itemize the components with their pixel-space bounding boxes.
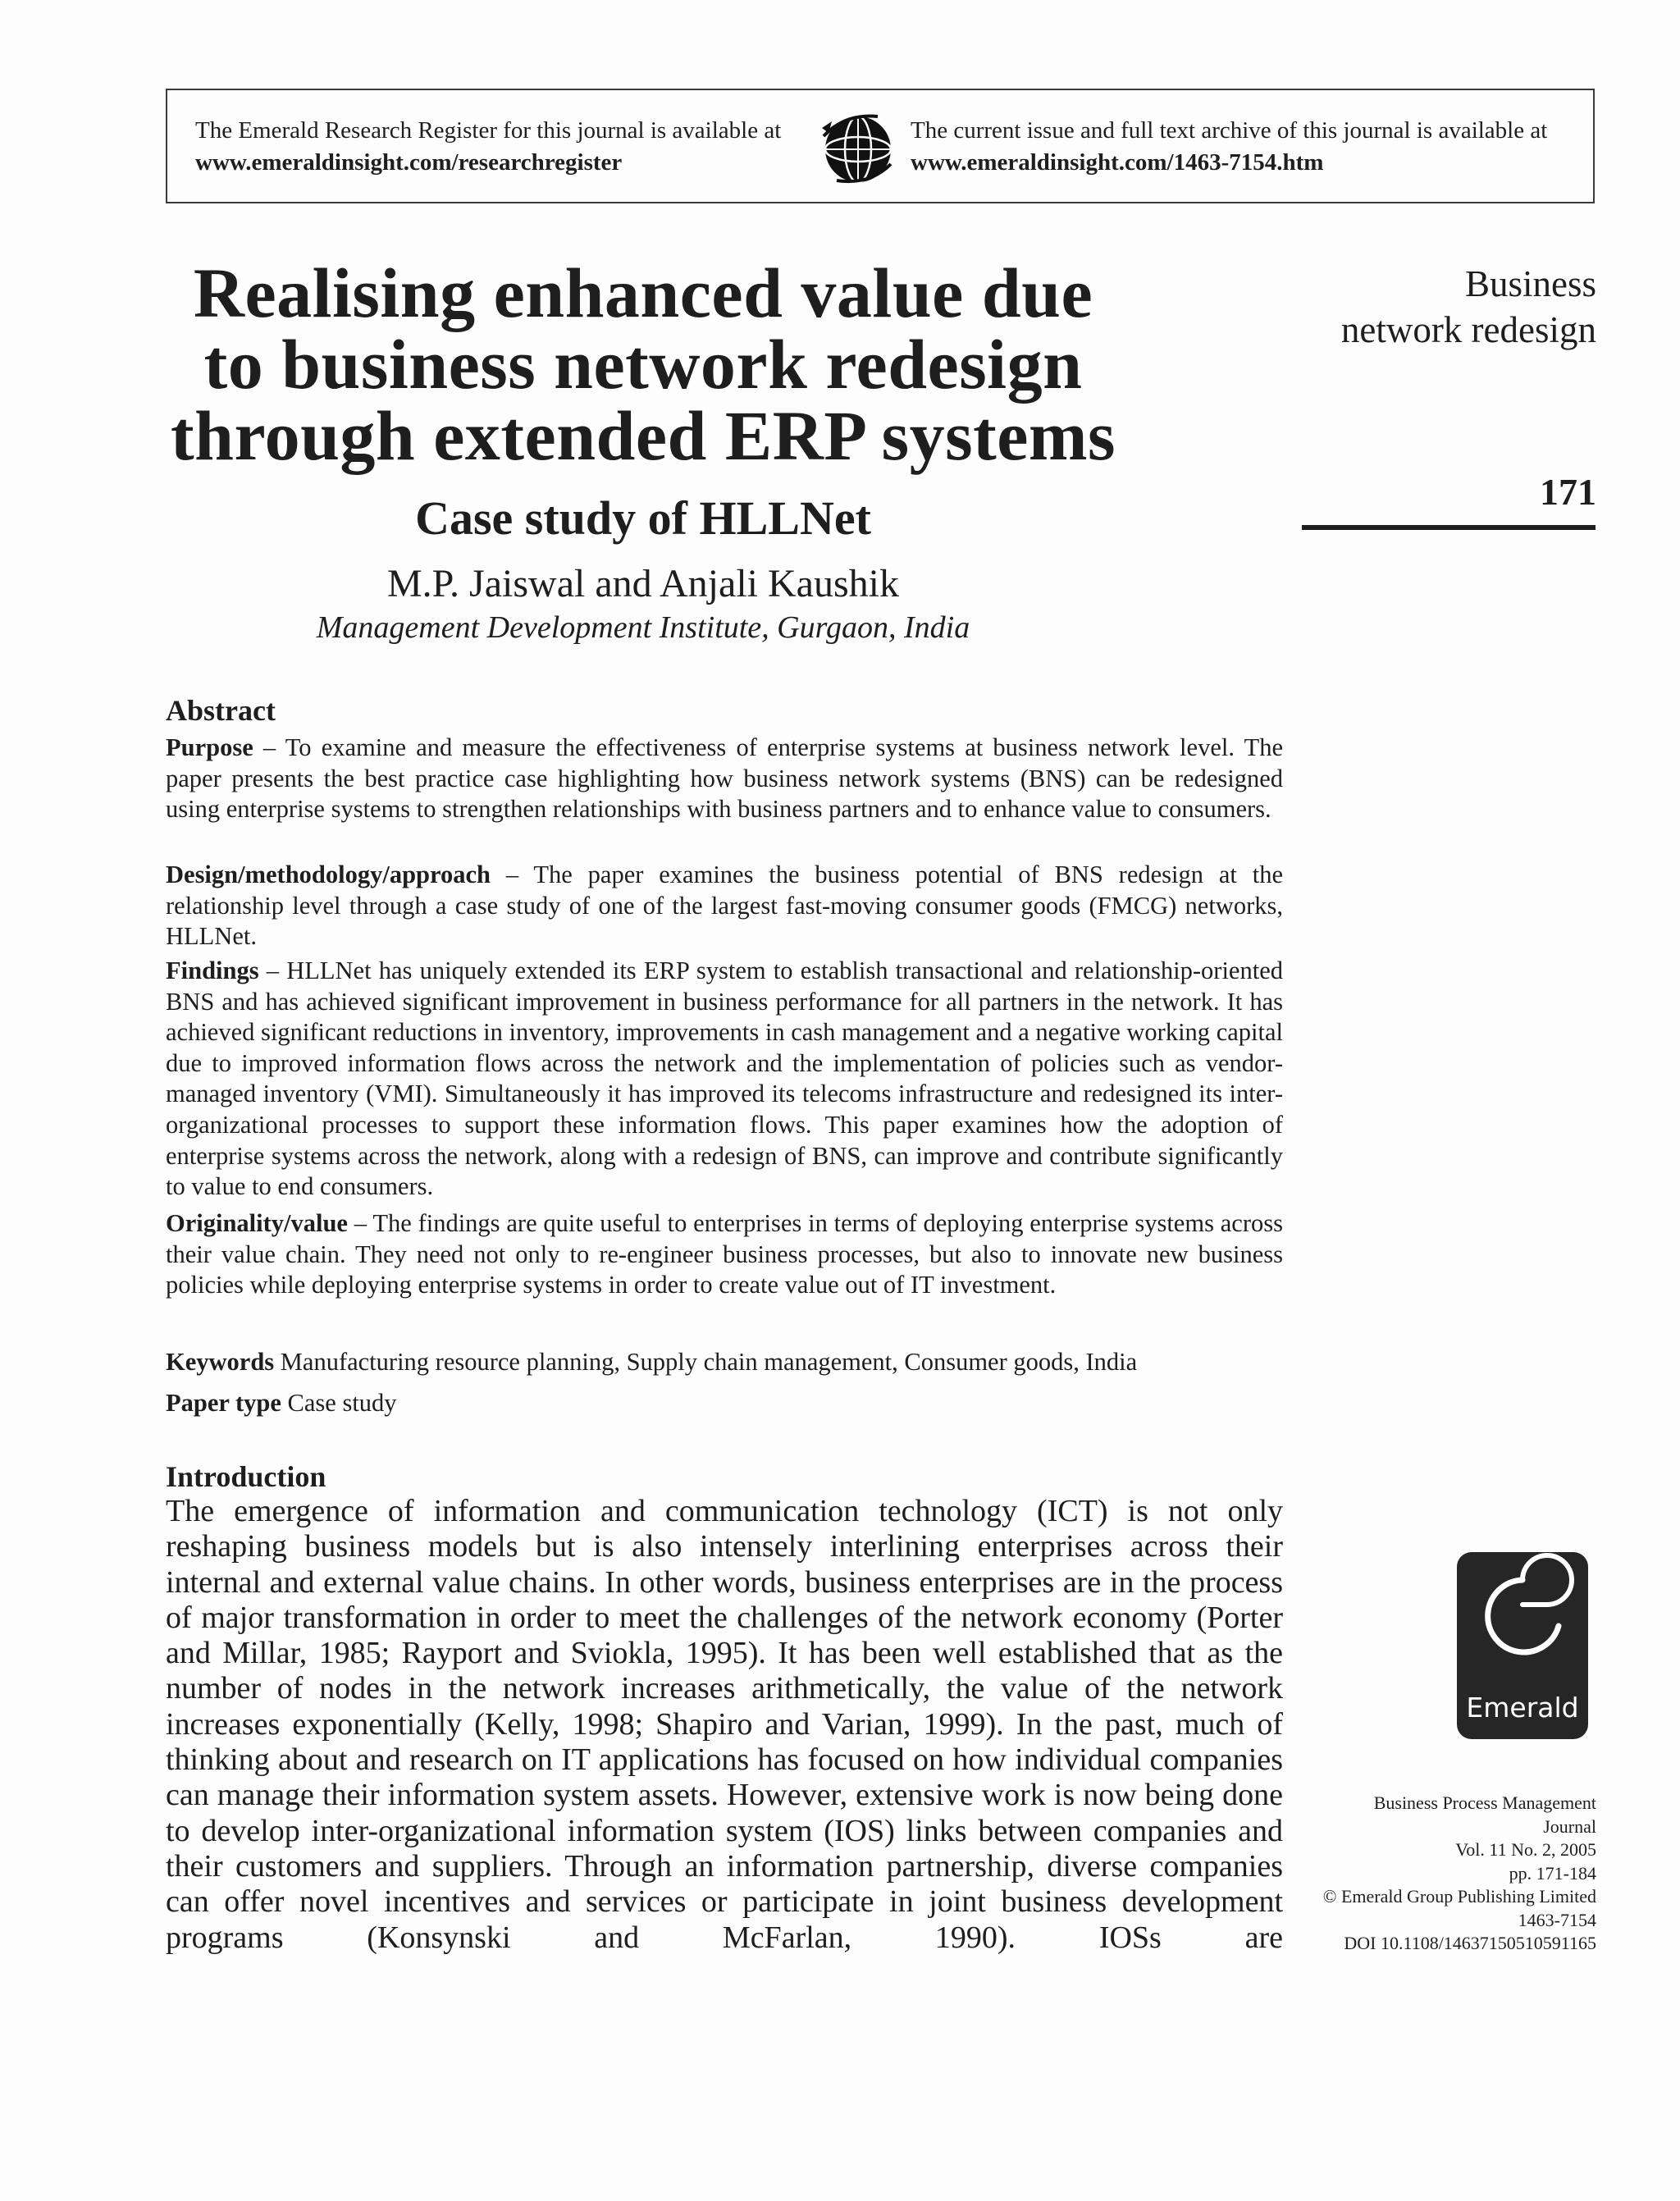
abstract-design — [166, 860, 1283, 952]
running-head-line2: network redesign — [1340, 309, 1596, 350]
abstract-heading: Abstract — [166, 694, 276, 727]
keywords-label: Keywords — [166, 1348, 275, 1376]
register-left-url[interactable]: www.emeraldinsight.com/researchregister — [195, 149, 623, 176]
journal-info-line: DOI 10.1108/14637150510591165 — [1344, 1933, 1596, 1953]
abstract-purpose — [166, 733, 1283, 825]
originality-text: – The findings are quite useful to enterprises in terms of deploying enterprise systems across their value chain. They need not only to re-engineer business processes, but also to innovate new business policies while deploying enterprise systems in order to create value out of IT investment. — [166, 1209, 1283, 1299]
journal-info — [1301, 1792, 1596, 1956]
originality-label: Originality/value — [166, 1209, 348, 1237]
emerald-logo — [1457, 1552, 1588, 1739]
design-text: – The paper examines the business potential of BNS redesign at the relationship level through a case study of one of the largest fast-moving consumer goods (FMCG) networks, HLLNet. — [166, 861, 1283, 951]
introduction-text: The emergence of information and communication technology (ICT) is not only reshaping business models but is also intensely interlining enterprises across their internal and external value chains. In other words, business enterprises are in the process of major transformation in order to meet the challenges of the network economy (Porter and Millar, 1985; Rayport and Sviokla, 1995). It has been well established that as the number of nodes in the network increases arithmetically, the value of the network increases exponentially (Kelly, 1998; Shapiro and Varian, 1999). In the past, much of thinking about and research on IT applications has focused on how individual companies can manage their information system assets. However, extensive work is now being done to develop inter-organizational information system (IOS) links between companies and their customers and suppliers. Through an information partnership, diverse companies can offer novel incentives and services or participate in joint business development programs (Konsynski and McFarlan, 1990). IOSs are — [166, 1494, 1283, 1955]
register-right — [911, 115, 1547, 179]
emerald-logo-word: Emerald — [1466, 1692, 1579, 1724]
paper-type — [166, 1387, 1283, 1418]
journal-info-line: 1463-7154 — [1518, 1909, 1596, 1930]
findings-label: Findings — [166, 957, 259, 984]
journal-info-line: Journal — [1543, 1815, 1596, 1837]
journal-info-line: Vol. 11 No. 2, 2005 — [1455, 1839, 1596, 1860]
journal-info-line: pp. 171-184 — [1509, 1862, 1596, 1884]
page-number-rule — [1302, 525, 1596, 530]
register-left — [195, 115, 781, 179]
purpose-label: Purpose — [166, 733, 253, 761]
register-left-text: The Emerald Research Register for this journal is available at — [195, 117, 782, 144]
keywords-text: Manufacturing resource planning, Supply chain management, Consumer goods, India — [274, 1348, 1138, 1376]
paper-type-label: Paper type — [166, 1389, 281, 1417]
journal-info-line: © Emerald Group Publishing Limited — [1322, 1886, 1596, 1906]
running-head-line1: Business — [1464, 263, 1596, 304]
article-subtitle: Case study of HLLNet — [415, 491, 871, 545]
register-right-url[interactable]: www.emeraldinsight.com/1463-7154.htm — [911, 149, 1324, 176]
design-label: Design/methodology/approach — [166, 861, 491, 888]
journal-info-line: Business Process Management — [1373, 1792, 1596, 1813]
emerald-e-icon — [1457, 1552, 1588, 1692]
abstract-findings — [166, 956, 1283, 1203]
introduction-heading: Introduction — [166, 1460, 326, 1493]
keywords — [166, 1346, 1283, 1377]
register-right-text: The current issue and full text archive of this journal is available at — [911, 117, 1548, 144]
article-title: Realising enhanced value due to business network redesign through extended ERP systems — [171, 253, 1116, 475]
article-authors: M.P. Jaiswal and Anjali Kaushik — [387, 562, 899, 605]
purpose-text: – To examine and measure the effectiveness of enterprise systems at business network level. The paper presents the best practice case highlighting how business network systems (BNS) can be redesigned using enterprise systems to strengthen relationships with business partners and to enhance value to consumers. — [166, 733, 1283, 824]
paper-type-text: Case study — [281, 1389, 397, 1417]
running-head — [1252, 261, 1596, 353]
page-number: 171 — [1540, 471, 1596, 513]
abstract-originality — [166, 1208, 1283, 1301]
globe-icon — [820, 112, 896, 185]
article-affiliation: Management Development Institute, Gurgaon, India — [316, 610, 970, 645]
findings-text: – HLLNet has uniquely extended its ERP system to establish transactional and relationship-oriented BNS and has achieved significant improvement in business performance for all partners in the network. It has achieved significant reductions in inventory, improvements in cash management and a negative working capital due to improved information flows across the network and the implementation of policies such as vendor-managed inventory (VMI). Simultaneously it has improved its telecoms infrastructure and redesigned its inter-organizational processes to support these information flows. This paper examines how the adoption of enterprise systems across the network, along with a redesign of BNS, can improve and contribute significantly to value to end consumers. — [166, 957, 1283, 1201]
register-box — [166, 89, 1595, 203]
